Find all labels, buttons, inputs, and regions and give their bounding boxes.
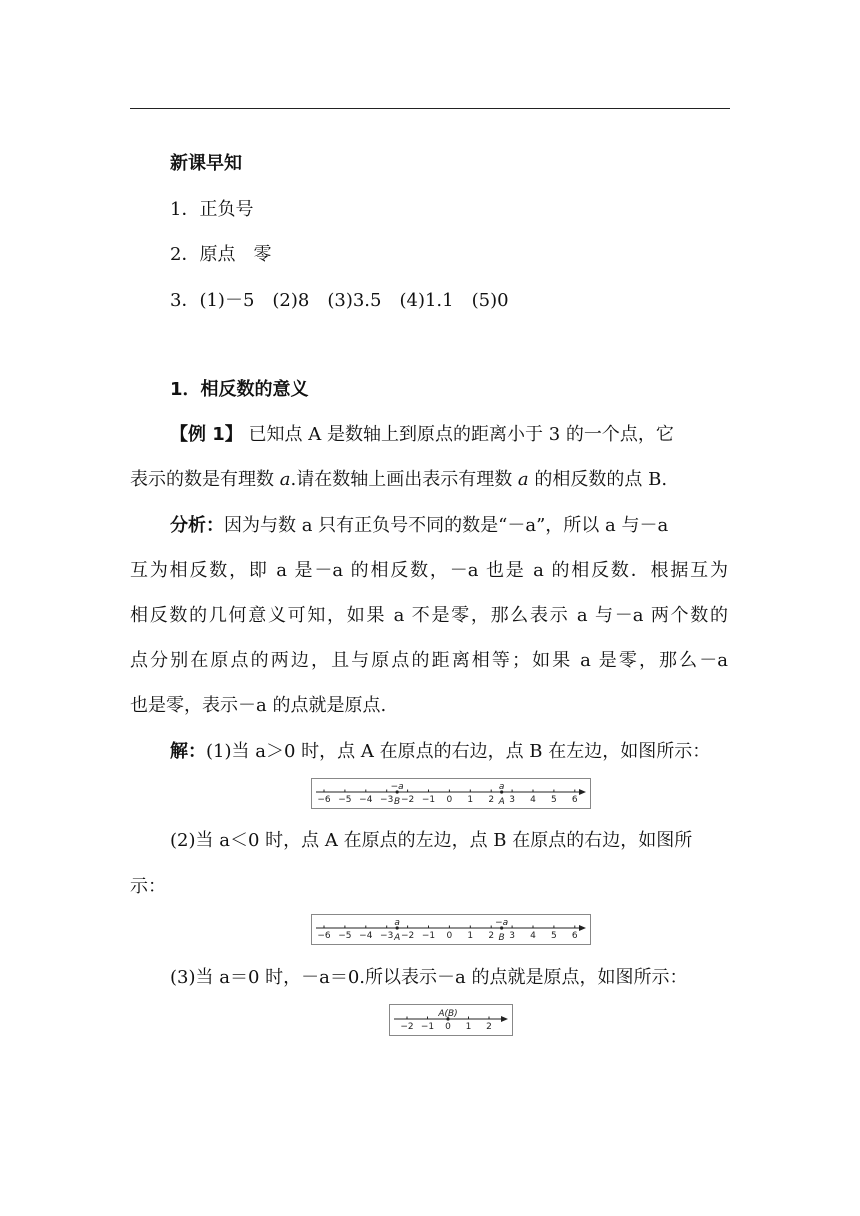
header-rule <box>130 108 730 109</box>
tick-label: −3 <box>380 931 394 941</box>
tick-label: 1 <box>467 795 474 805</box>
tick-label: −3 <box>380 795 394 805</box>
tick-label: 0 <box>445 1022 451 1032</box>
example-text-2b: .请在数轴上画出表示有理数 <box>290 469 518 490</box>
point-label-above: A(B) <box>438 1009 458 1019</box>
tick-label: −4 <box>359 795 373 805</box>
tick-label: 2 <box>488 931 495 941</box>
answer-2: 2．原点 零 <box>170 244 272 265</box>
solution-case-2-line-1: (2)当 a＜0 时，点 A 在原点的左边，点 B 在原点的右边，如图所 <box>170 830 693 851</box>
answer-3: 3．(1)－5 (2)8 (3)3.5 (4)1.1 (5)0 <box>170 290 509 311</box>
number-line-svg <box>312 779 590 808</box>
tick-label: −2 <box>400 931 415 941</box>
axis-arrow-icon <box>579 789 586 795</box>
point-label-above: −a <box>390 782 404 792</box>
solution-case-3: (3)当 a＝0 时，－a＝0.所以表示－a 的点就是原点，如图所示： <box>170 967 688 988</box>
number-line-figure-1 <box>311 778 591 809</box>
tick-label: 0 <box>446 931 453 941</box>
solution-case-1-text: (1)当 a＞0 时，点 A 在原点的右边，点 B 在左边，如图所示： <box>206 741 711 762</box>
example-line-1 <box>170 423 674 447</box>
analysis-line-3: 相反数的几何意义可知，如果 a 不是零，那么表示 a 与－a 两个数的 <box>130 605 728 626</box>
topic-heading: 1．相反数的意义 <box>170 379 309 400</box>
point-label-below: A <box>498 797 505 807</box>
number-line-svg <box>390 1005 512 1035</box>
tick-label: −5 <box>338 931 352 941</box>
tick-label: −1 <box>420 1022 435 1032</box>
number-line-svg <box>312 915 590 944</box>
tick-label: −1 <box>421 931 436 941</box>
tick-label: 3 <box>509 795 515 805</box>
tick-label: −5 <box>338 795 352 805</box>
example-line-2 <box>130 468 667 492</box>
solution-case-2-line-2: 示： <box>130 876 166 897</box>
analysis-line-5: 也是零，表示－a 的点就是原点. <box>130 695 387 716</box>
example-text-2c: 的相反数的点 B. <box>528 469 668 490</box>
point-label-above: a <box>394 918 400 928</box>
number-line-figure-3 <box>389 1004 513 1036</box>
tick-label: −6 <box>317 795 331 805</box>
tick-label: 3 <box>509 931 515 941</box>
example-text-2a: 表示的数是有理数 <box>130 469 280 490</box>
point-label-below: A <box>394 933 401 943</box>
tick-label: −6 <box>317 931 331 941</box>
axis-arrow-icon <box>579 925 586 931</box>
tick-label: 2 <box>486 1022 492 1032</box>
analysis-line-1 <box>170 514 668 538</box>
point-label-above: −a <box>495 918 509 928</box>
tick-label: −4 <box>359 931 373 941</box>
point-label-below: B <box>498 933 505 943</box>
point-label-below: B <box>394 797 401 807</box>
tick-label: 0 <box>446 795 453 805</box>
answer-1: 1．正负号 <box>170 199 254 220</box>
solution-label: 解： <box>170 741 206 762</box>
analysis-line-4: 点分别在原点的两边，且与原点的距离相等；如果 a 是零，那么－a <box>130 650 728 671</box>
tick-label: 5 <box>551 795 557 805</box>
tick-label: −1 <box>421 795 436 805</box>
analysis-label: 分析： <box>170 515 224 536</box>
var-a: a <box>279 469 291 490</box>
tick-label: 1 <box>465 1022 472 1032</box>
solution-case-1 <box>170 740 710 764</box>
analysis-line-2: 互为相反数，即 a 是－a 的相反数，－a 也是 a 的相反数．根据互为 <box>130 560 728 581</box>
example-tag: 【例 1】 <box>170 424 243 445</box>
tick-label: 4 <box>530 795 536 805</box>
example-text-1: 已知点 A 是数轴上到原点的距离小于 3 的一个点，它 <box>248 424 674 445</box>
axis-arrow-icon <box>501 1016 508 1022</box>
tick-label: 6 <box>571 931 578 941</box>
tick-label: −2 <box>400 1022 414 1032</box>
section-title: 新课早知 <box>170 153 242 174</box>
tick-label: −2 <box>400 795 415 805</box>
var-a: a <box>517 469 529 490</box>
tick-label: 1 <box>467 931 474 941</box>
tick-label: 2 <box>488 795 495 805</box>
number-line-figure-2 <box>311 914 591 945</box>
point-label-above: a <box>498 782 505 792</box>
tick-label: 4 <box>530 931 536 941</box>
analysis-text-1: 因为与数 a 只有正负号不同的数是“－a”，所以 a 与－a <box>224 515 669 536</box>
tick-label: 5 <box>551 931 557 941</box>
tick-label: 6 <box>571 795 578 805</box>
